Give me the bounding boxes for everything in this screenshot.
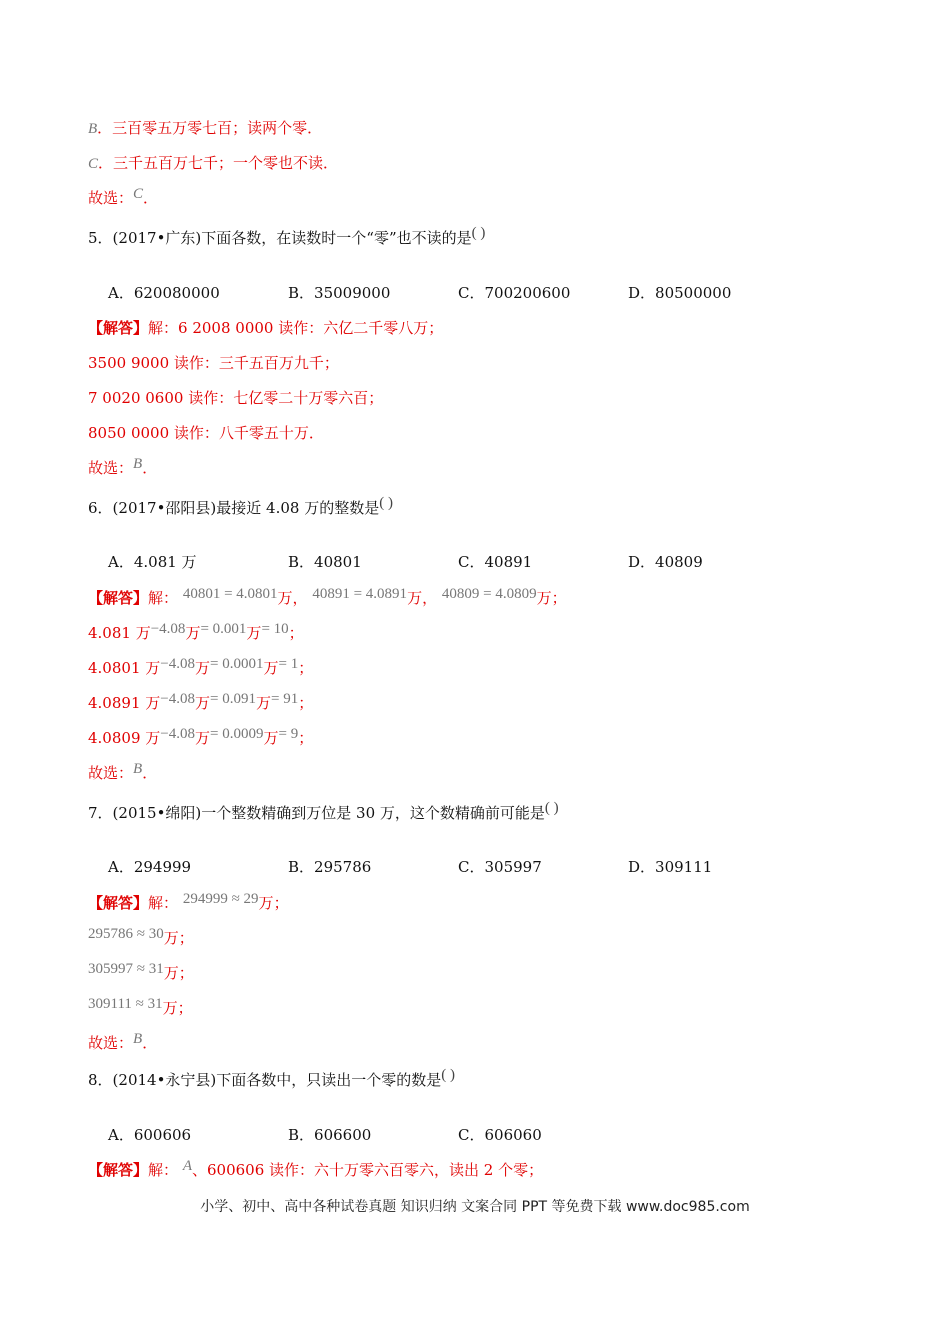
q6-option-b: B．40801 <box>288 553 362 571</box>
answer-tag: 【解答】 <box>88 319 149 337</box>
option-letter-b: B <box>88 121 98 137</box>
q6-answer-line-2: 4.081 万−4.08万= 0.001万= 10； <box>88 621 304 642</box>
q7-answer-blank: ( ) <box>544 800 559 816</box>
q5-answer-line-4: 8050 0000 读作：八千零五十万． <box>88 424 324 442</box>
q5-stem-text: 5．(2017•广东)下面各数，在读数时一个“零”也不读的是 <box>88 229 472 247</box>
q7-option-d: D．309111 <box>628 858 713 876</box>
q6-answer-line-5: 4.0809 万−4.08万= 0.0009万= 9； <box>88 726 314 747</box>
q7-answer-line-2: 295786 ≈ 30万； <box>88 926 194 947</box>
q7-answer-line-1: 【解答】解： 294999 ≈ 29万； <box>88 891 289 912</box>
q8-answer-line-1: 【解答】解： A、600606 读作：六十万零六百零六，读出 2 个零； <box>88 1158 544 1179</box>
q6-option-a: A．4.081 万 <box>108 553 197 571</box>
prev-option-c <box>88 153 338 174</box>
prev-option-b-text: ．三百零五万零七百；读两个零． <box>97 119 323 137</box>
answer-tag: 【解答】 <box>88 589 149 607</box>
q6-option-c: C．40891 <box>458 553 533 571</box>
q5-option-c: C．700200600 <box>458 284 571 302</box>
q8-option-b: B．606600 <box>288 1126 372 1144</box>
q7-option-b: B．295786 <box>288 858 372 876</box>
select-letter: B <box>133 1031 143 1047</box>
q5-answer-blank: ( ) <box>471 225 486 241</box>
prev-select <box>88 188 158 209</box>
q7-option-c: C．305997 <box>458 858 542 876</box>
q8-answer-blank: ( ) <box>441 1067 456 1083</box>
q5-answer-line-3: 7 0020 0600 读作：七亿零二十万零六百； <box>88 389 384 407</box>
q7-option-a: A．294999 <box>108 858 192 876</box>
q6-answer-line-4: 4.0891 万−4.08万= 0.091万= 91； <box>88 691 314 712</box>
option-letter-c: C <box>88 156 99 172</box>
q8-option-a: A．600606 <box>108 1126 192 1144</box>
q8-option-c: C．606060 <box>458 1126 542 1144</box>
q7-answer-line-4: 309111 ≈ 31万； <box>88 996 193 1017</box>
q6-stem-text: 6．(2017•邵阳县)最接近 4.08 万的整数是 <box>88 499 380 517</box>
q7-stem-text: 7．(2015•绵阳)一个整数精确到万位是 30 万，这个数精确前可能是 <box>88 804 545 822</box>
q5-answer-line-2: 3500 9000 读作：三千五百万九千； <box>88 354 339 372</box>
q5-select: 故选：B． <box>88 456 158 477</box>
answer-tag: 【解答】 <box>88 894 149 912</box>
q5-option-a: A．620080000 <box>108 284 220 302</box>
q7-answer-line-3: 305997 ≈ 31万； <box>88 961 194 982</box>
q6-answer-blank: ( ) <box>379 495 393 511</box>
q8-stem <box>88 1067 456 1091</box>
answer-tag: 【解答】 <box>88 1161 149 1179</box>
select-period: ． <box>143 189 159 207</box>
q5-stem <box>88 225 486 249</box>
q6-select: 故选：B． <box>88 761 158 782</box>
q8-stem-text: 8．(2014•永宁县)下面各数中，只读出一个零的数是 <box>88 1071 442 1089</box>
select-label: 故选： <box>88 189 134 207</box>
prev-option-c-text: ．三千五百万七千；一个零也不读． <box>98 154 339 172</box>
q6-option-d: D．40809 <box>628 553 703 571</box>
q5-option-d: D．80500000 <box>628 284 732 302</box>
q7-select: 故选：B． <box>88 1031 158 1052</box>
select-letter: B <box>133 761 143 777</box>
prev-option-b <box>88 118 322 139</box>
q5-option-b: B．35009000 <box>288 284 391 302</box>
option-letter-a: A <box>182 1158 192 1174</box>
q6-stem <box>88 495 393 519</box>
q6-answer-line-1: 【解答】解： 40801 = 4.0801万， 40891 = 4.0891万， 40809 = 4.0809万； <box>88 586 567 607</box>
q6-answer-line-3: 4.0801 万−4.08万= 0.0001万= 1； <box>88 656 314 677</box>
q5-answer-line-1: 【解答】解：6 2008 0000 读作：六亿二千零八万； <box>88 319 444 337</box>
select-letter: B <box>133 456 143 472</box>
select-letter: C <box>133 186 144 202</box>
q7-stem <box>88 800 559 824</box>
page-footer: 小学、初中、高中各种试卷真题 知识归纳 文案合同 PPT 等免费下载 www.doc985.com <box>200 1199 750 1215</box>
